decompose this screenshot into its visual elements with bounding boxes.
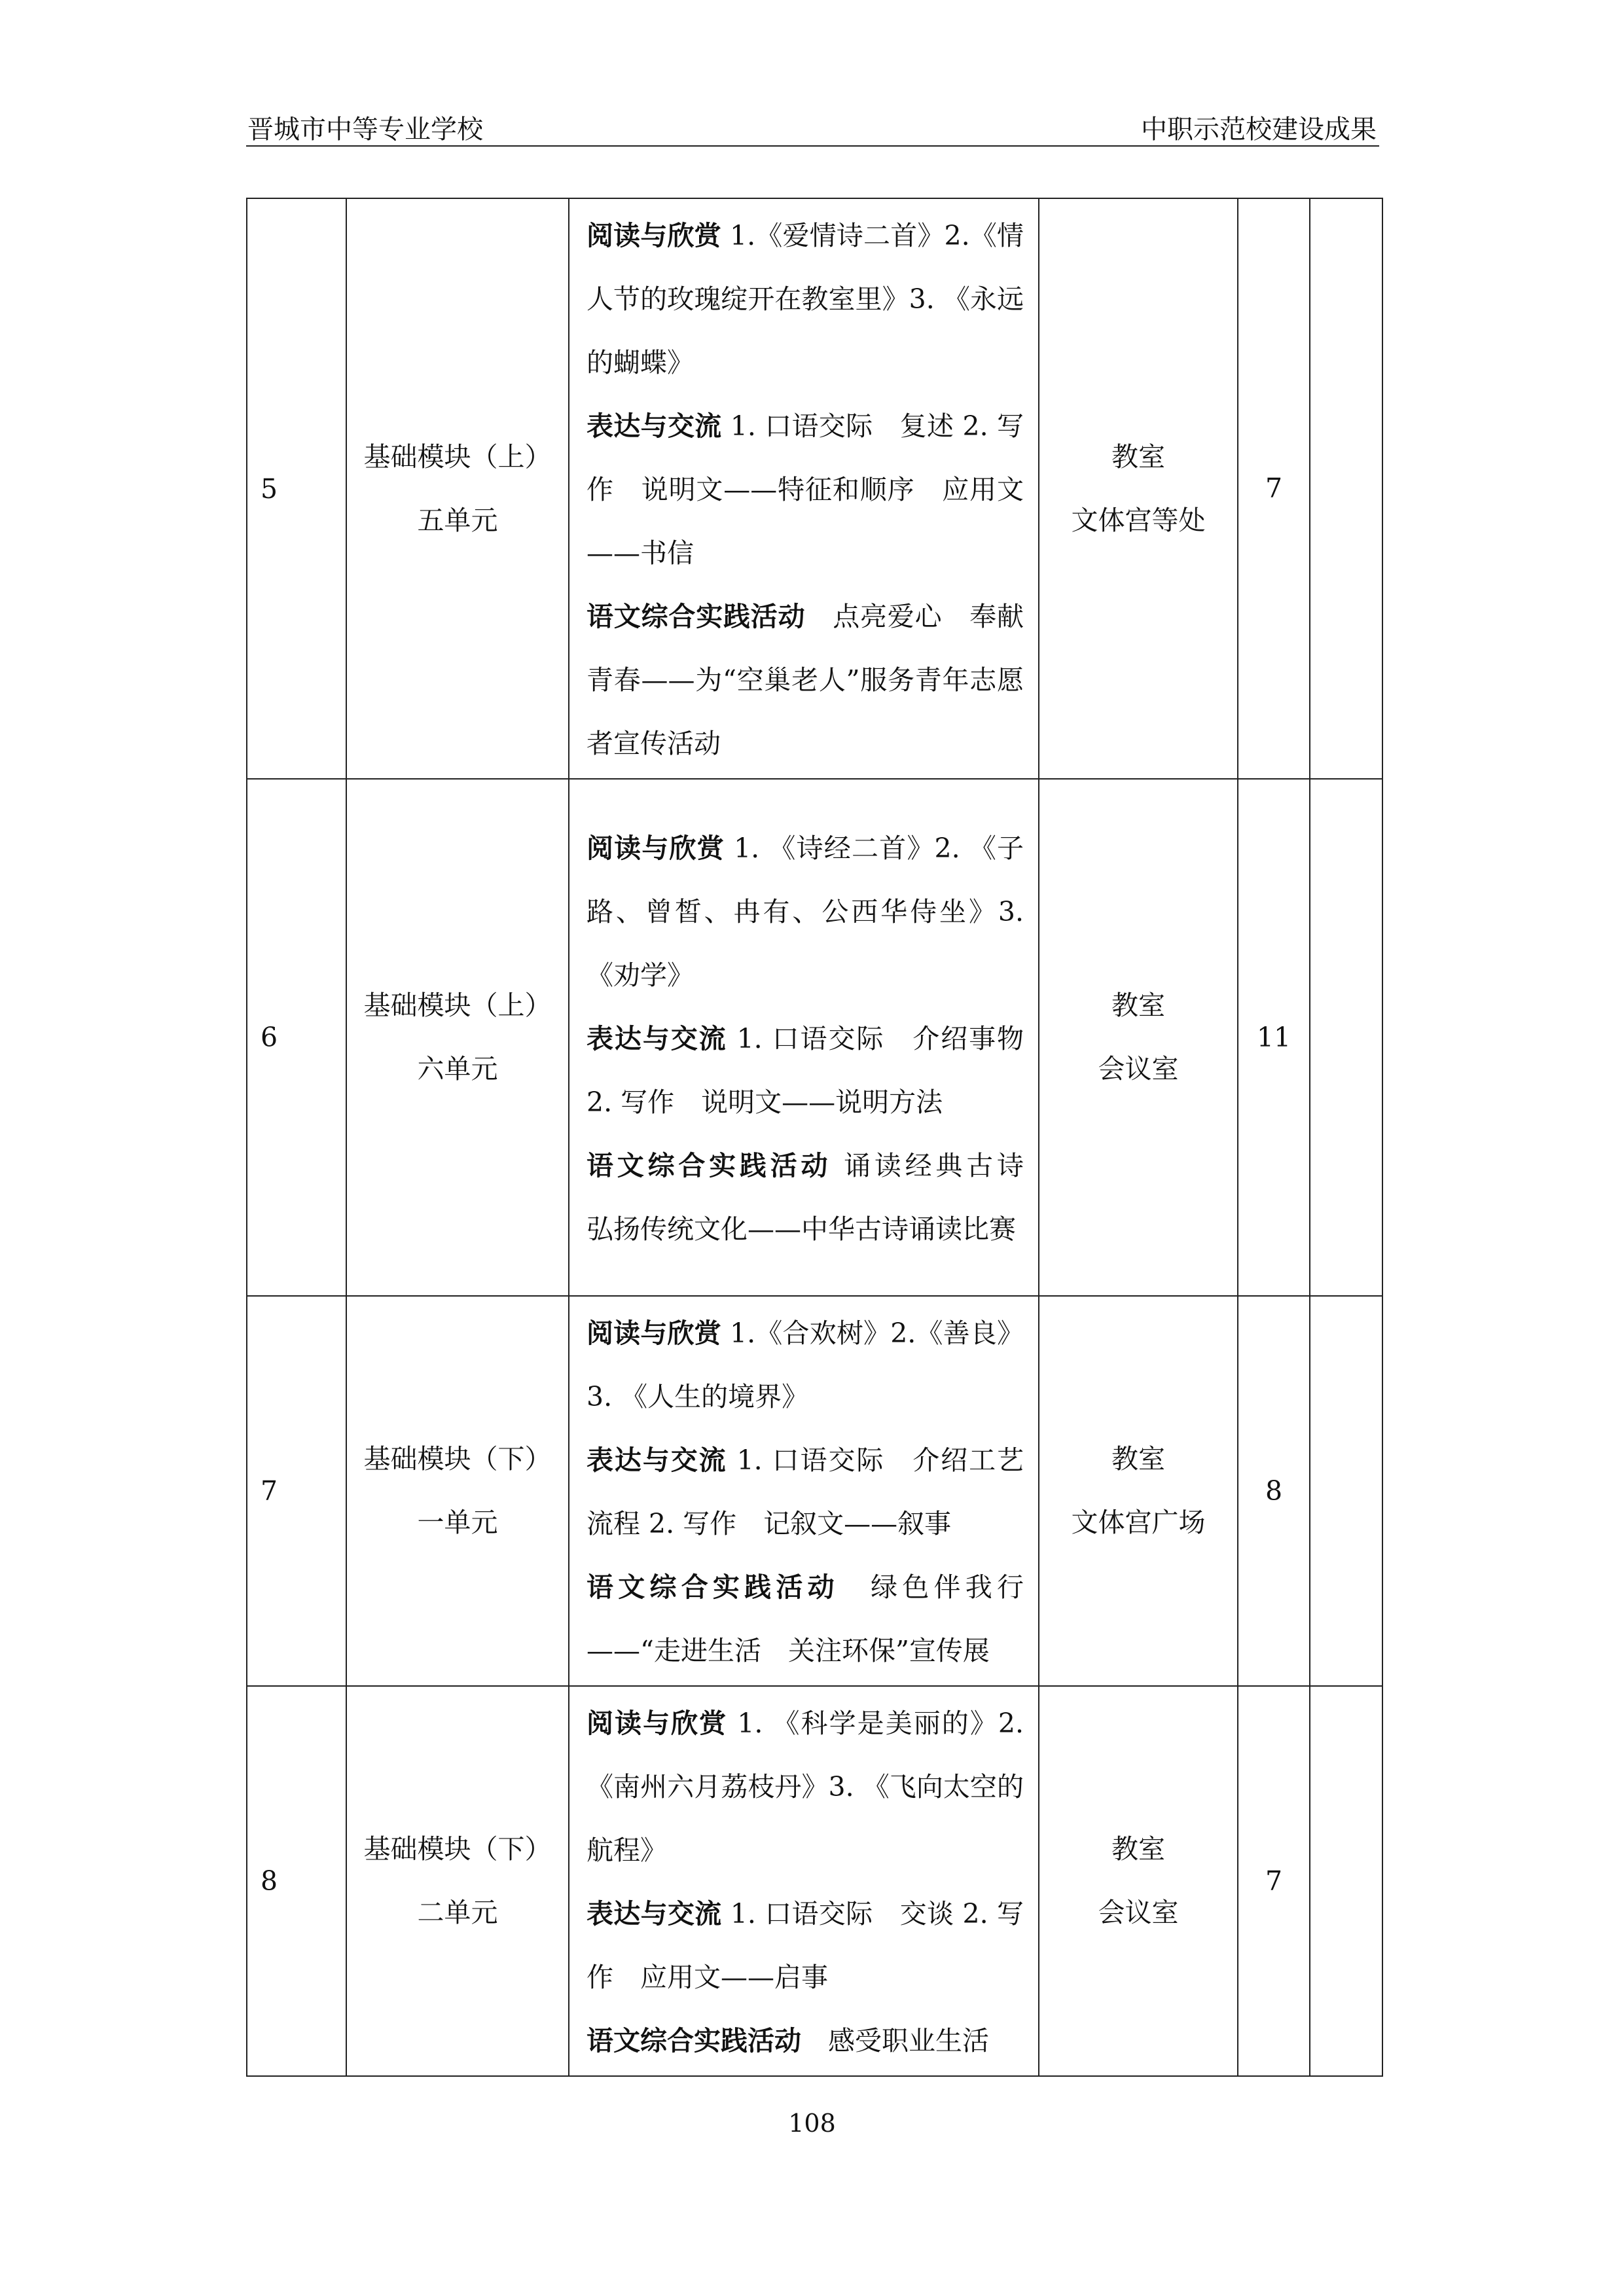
place-cell (1039, 1686, 1238, 2076)
expression-text: 1. 口语交际 介绍工艺流程 2. 写作 记叙文——叙事 (586, 1444, 1024, 1539)
practice-text: 绿色伴我行——“走进生活 关注环保”宣传展 (586, 1571, 1024, 1666)
reading-text: 1. 《科学是美丽的》2. 《南州六月荔枝丹》3. 《飞向太空的航程》 (586, 1708, 1024, 1866)
unit-name: 六单元 (417, 1053, 498, 1085)
page-number: 108 (788, 2109, 836, 2138)
expression-item (586, 1007, 1024, 1134)
expression-text: 1. 口语交际 交谈 2. 写作 应用文——启事 (586, 1898, 1024, 1993)
practice-label: 语文综合实践活动 (586, 1149, 832, 1181)
empty-cell (1310, 779, 1382, 1296)
reading-text: 1.《爱情诗二首》2.《情人节的玫瑰绽开在教室里》3. 《永远的蝴蝶》 (586, 220, 1024, 378)
header-school-name: 晋城市中等专业学校 (247, 115, 483, 145)
module-cell (346, 1686, 569, 2076)
hours-cell: 7 (1238, 198, 1310, 779)
module-name: 基础模块（上） (363, 990, 552, 1021)
reading-label: 阅读与欣赏 (586, 832, 725, 864)
practice-item (586, 1556, 1024, 1683)
content-cell (569, 1296, 1039, 1686)
table-row (247, 1296, 1382, 1686)
row-number: 6 (247, 779, 346, 1296)
practice-item (586, 2009, 1024, 2073)
hours-cell: 11 (1238, 779, 1310, 1296)
table-row (247, 779, 1382, 1296)
practice-item (586, 585, 1024, 776)
expression-label: 表达与交流 (586, 1898, 722, 1929)
hours-cell: 8 (1238, 1296, 1310, 1686)
table-row (247, 1686, 1382, 2076)
module-name: 基础模块（下） (363, 1833, 552, 1865)
place-line: 会议室 (1098, 1897, 1179, 1928)
place-cell (1039, 779, 1238, 1296)
empty-cell (1310, 1686, 1382, 2076)
practice-label: 语文综合实践活动 (586, 601, 806, 632)
expression-item (586, 1429, 1024, 1556)
reading-text: 1.《合欢树》2.《善良》3. 《人生的境界》 (586, 1318, 1024, 1412)
row-number: 8 (247, 1686, 346, 2076)
module-cell (346, 198, 569, 779)
table-row (247, 198, 1382, 779)
unit-name: 一单元 (417, 1507, 498, 1538)
module-name: 基础模块（下） (363, 1443, 552, 1475)
row-number: 7 (247, 1296, 346, 1686)
unit-name: 二单元 (417, 1897, 498, 1928)
place-cell (1039, 1296, 1238, 1686)
content-cell (569, 198, 1039, 779)
reading-label: 阅读与欣赏 (586, 220, 721, 251)
place-line: 教室 (1111, 1833, 1165, 1865)
place-line: 教室 (1111, 990, 1165, 1021)
module-cell (346, 779, 569, 1296)
module-cell (346, 1296, 569, 1686)
expression-label: 表达与交流 (586, 1444, 727, 1476)
module-name: 基础模块（上） (363, 440, 552, 473)
reading-item (586, 1692, 1024, 1882)
practice-item (586, 1134, 1051, 1261)
reading-item (586, 817, 1024, 1007)
expression-label: 表达与交流 (586, 410, 722, 442)
expression-text: 1. 口语交际 介绍事物 2. 写作 说明文——说明方法 (586, 1022, 1024, 1118)
practice-text: 感受职业生活 (801, 2025, 989, 2056)
empty-cell (1310, 198, 1382, 779)
place-line: 文体宫广场 (1071, 1507, 1206, 1538)
place-cell (1039, 198, 1238, 779)
reading-item (586, 1302, 1024, 1429)
practice-label: 语文综合实践活动 (586, 1571, 839, 1603)
reading-text: 1. 《诗经二首》2. 《子路、曾皙、冉有、公西华侍坐》3. 《劝学》 (586, 832, 1024, 991)
teaching-plan-table (246, 198, 1383, 2077)
row-number: 5 (247, 198, 346, 779)
place-line: 会议室 (1098, 1053, 1179, 1085)
expression-text: 1. 口语交际 复述 2. 写作 说明文——特征和顺序 应用文——书信 (586, 410, 1024, 569)
expression-item (586, 395, 1024, 585)
empty-cell (1310, 1296, 1382, 1686)
content-cell (569, 1686, 1039, 2076)
reading-label: 阅读与欣赏 (586, 1318, 721, 1349)
header-report-title: 中职示范校建设成果 (1141, 115, 1377, 145)
unit-name: 五单元 (417, 504, 498, 536)
place-line: 教室 (1111, 440, 1165, 473)
practice-text: 诵读经典古诗 弘扬传统文化——中华古诗诵读比赛 (586, 1149, 1051, 1245)
practice-label: 语文综合实践活动 (586, 2025, 801, 2056)
reading-item (586, 204, 1024, 395)
hours-cell: 7 (1238, 1686, 1310, 2076)
expression-label: 表达与交流 (586, 1022, 727, 1054)
place-line: 文体宫等处 (1071, 504, 1206, 536)
content-cell (569, 779, 1051, 1296)
reading-label: 阅读与欣赏 (586, 1708, 728, 1739)
practice-text: 点亮爱心 奉献青春——为“空巢老人”服务青年志愿者宣传活动 (586, 601, 1024, 759)
place-line: 教室 (1111, 1443, 1165, 1475)
expression-item (586, 1882, 1024, 2009)
header-divider (246, 145, 1379, 147)
